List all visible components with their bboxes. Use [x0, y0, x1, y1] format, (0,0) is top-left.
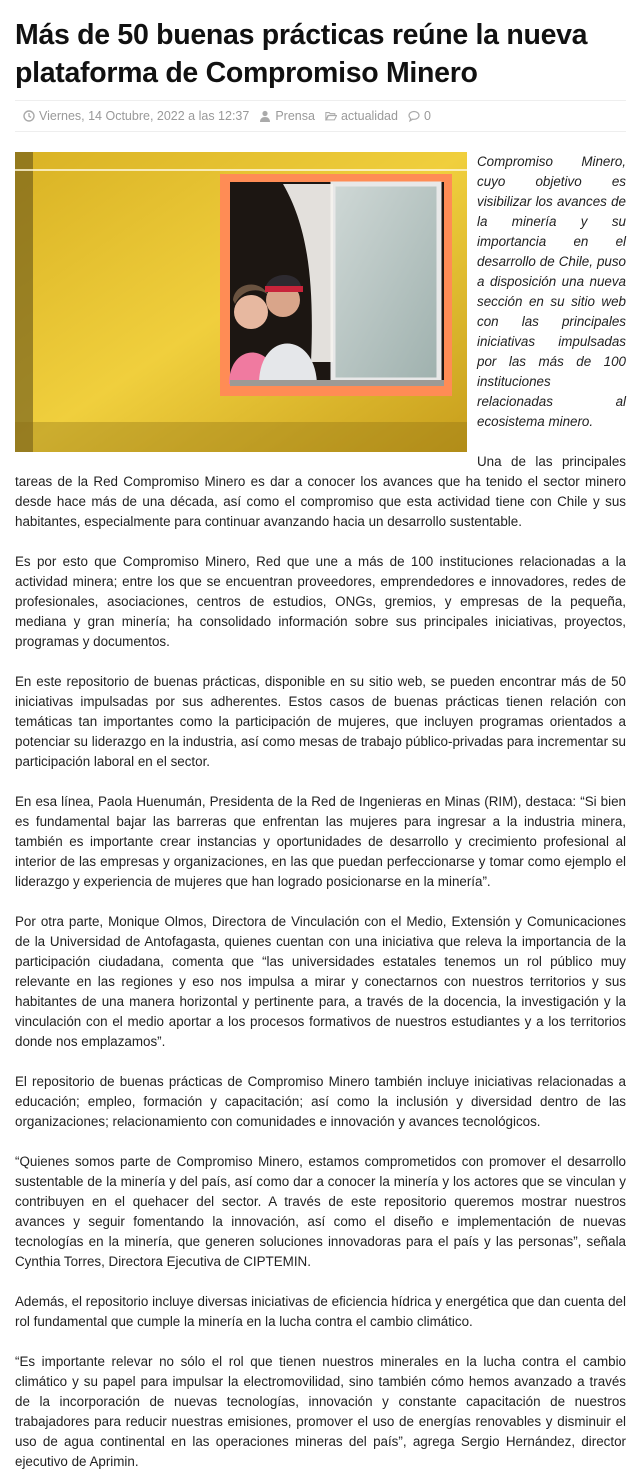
- article-paragraph: En esa línea, Paola Huenumán, Presidenta de la Red de Ingenieras en Minas (RIM), destaca: “Si bien es fundamental bajar las barreras que enfrentan las mujeres para ingresar a la industria minera, también es importante crear instancias y oportunidades de desarrollo y crecimiento profesional al interior de las empresas y organizaciones, en las que puedan perfeccionarse y tomar como ejemplo el liderazgo y experiencia de mujeres que han logrado posicionarse en la minería”.: [15, 794, 626, 889]
- article-paragraph: “Quienes somos parte de Compromiso Minero, estamos comprometidos con promover el desarrollo sustentable de la minería y del país, así como dar a conocer la minería y los actores que se vinculan y contribuyen en el quehacer del sector. A través de este repositorio queremos mostrar nuestros avances y seguir fomentando la innovación, así como el diseño e implementación de nuevas tecnologías en la minería, que generen soluciones innovadoras para el país y las personas”, señala Cynthia Torres, Directora Ejecutiva de CIPTEMIN.: [15, 1154, 626, 1269]
- article-paragraph: “Es importante relevar no sólo el rol que tienen nuestros minerales en la lucha contra el cambio climático y su papel para impulsar la electromovilidad, sino también cómo hemos avanzado a través de la incorporación de nuevas tecnologías, innovación y constante capacitación de nuestros trabajadores para reducir nuestras emisiones, promover el uso de energías renovables y disminuir el uso de agua continental en las operaciones mineras del país”, agrega Sergio Hernández, director ejecutivo de Aprimin.: [15, 1354, 626, 1469]
- comment-icon: [408, 110, 420, 122]
- article-paragraph: Por otra parte, Monique Olmos, Directora de Vinculación con el Medio, Extensión y Comunicaciones de la Universidad de Antofagasta, quienes cuentan con una iniciativa que releva la importancia de la participación ciudadana, comenta que “las universidades estatales tenemos un rol público muy relevante en las regiones y eso nos impulsa a mirar y conectarnos con nuestros territorios y sus habitantes de una manera horizontal y pertinente para, a través de la docencia, la investigación y la vinculación con el medio aportar a los procesos formativos de nuestros estudiantes y a los territorios donde nos emplazamos”.: [15, 914, 626, 1049]
- meta-category[interactable]: [325, 109, 398, 123]
- article-title: Más de 50 buenas prácticas reúne la nueva plataforma de Compromiso Minero: [15, 19, 588, 89]
- clock-icon: [23, 110, 35, 122]
- article-paragraph: Una de las principales tareas de la Red Compromiso Minero es dar a conocer los avances que ha tenido el sector minero desde hace más de una década, así como el compromiso que esta actividad tiene con Chile y sus habitantes, especialmente para continuar avanzando hacia un desarrollo sustentable.: [15, 454, 626, 529]
- window-photo-illustration: [15, 152, 467, 452]
- meta-date-text: Viernes, 14 Octubre, 2022 a las 12:37: [39, 109, 250, 123]
- folder-open-icon: [325, 110, 337, 122]
- meta-comments[interactable]: [408, 109, 431, 123]
- meta-category-link[interactable]: actualidad: [340, 109, 398, 123]
- meta-comments-count[interactable]: 0: [423, 109, 431, 123]
- article-intro: Compromiso Minero, cuyo objetivo es visibilizar los avances de la minería y su importancia en el desarrollo de Chile, puso a disposición una nueva sección en su sitio web con las principales iniciativas impulsadas por las más de 100 instituciones relacionadas al ecosistema minero.: [477, 154, 626, 429]
- meta-author[interactable]: [259, 109, 315, 123]
- article-paragraph: El repositorio de buenas prácticas de Compromiso Minero también incluye iniciativas relacionadas a educación; empleo, formación y capacitación; así como la inclusión y diversidad dentro de las organizaciones; relacionamiento con comunidades e innovación y avances tecnológicos.: [15, 1074, 626, 1129]
- article-photo: [15, 152, 467, 452]
- article-paragraph: En este repositorio de buenas prácticas, disponible en su sitio web, se pueden encontrar más de 50 iniciativas impulsadas por sus adherentes. Estos casos de buenas prácticas tienen relación con temáticas tan importantes como la participación de mujeres, que incluyen programas orientados a potenciar su liderazgo en la industria, así como mesas de trabajo público-privadas para incrementar su participación laboral en el sector.: [15, 674, 626, 769]
- meta-date: [23, 109, 249, 123]
- meta-author-link[interactable]: Prensa: [275, 109, 315, 123]
- article-meta: [15, 100, 626, 132]
- article-paragraph: Además, el repositorio incluye diversas iniciativas de eficiencia hídrica y energética que dan cuenta del rol fundamental que cumple la minería en la lucha contra el cambio climático.: [15, 1294, 626, 1329]
- article-paragraph: Es por esto que Compromiso Minero, Red que une a más de 100 instituciones relacionadas a la actividad minera; entre los que se encuentran proveedores, emprendedores e innovadores, redes de profesionales, asociaciones, centros de estudios, ONGs, gremios, y empresas de la pequeña, mediana y gran minería; ha consolidado información sobre sus principales iniciativas, proyectos, programas y documentos.: [15, 554, 626, 649]
- user-icon: [259, 110, 271, 122]
- article-body: [15, 152, 626, 1472]
